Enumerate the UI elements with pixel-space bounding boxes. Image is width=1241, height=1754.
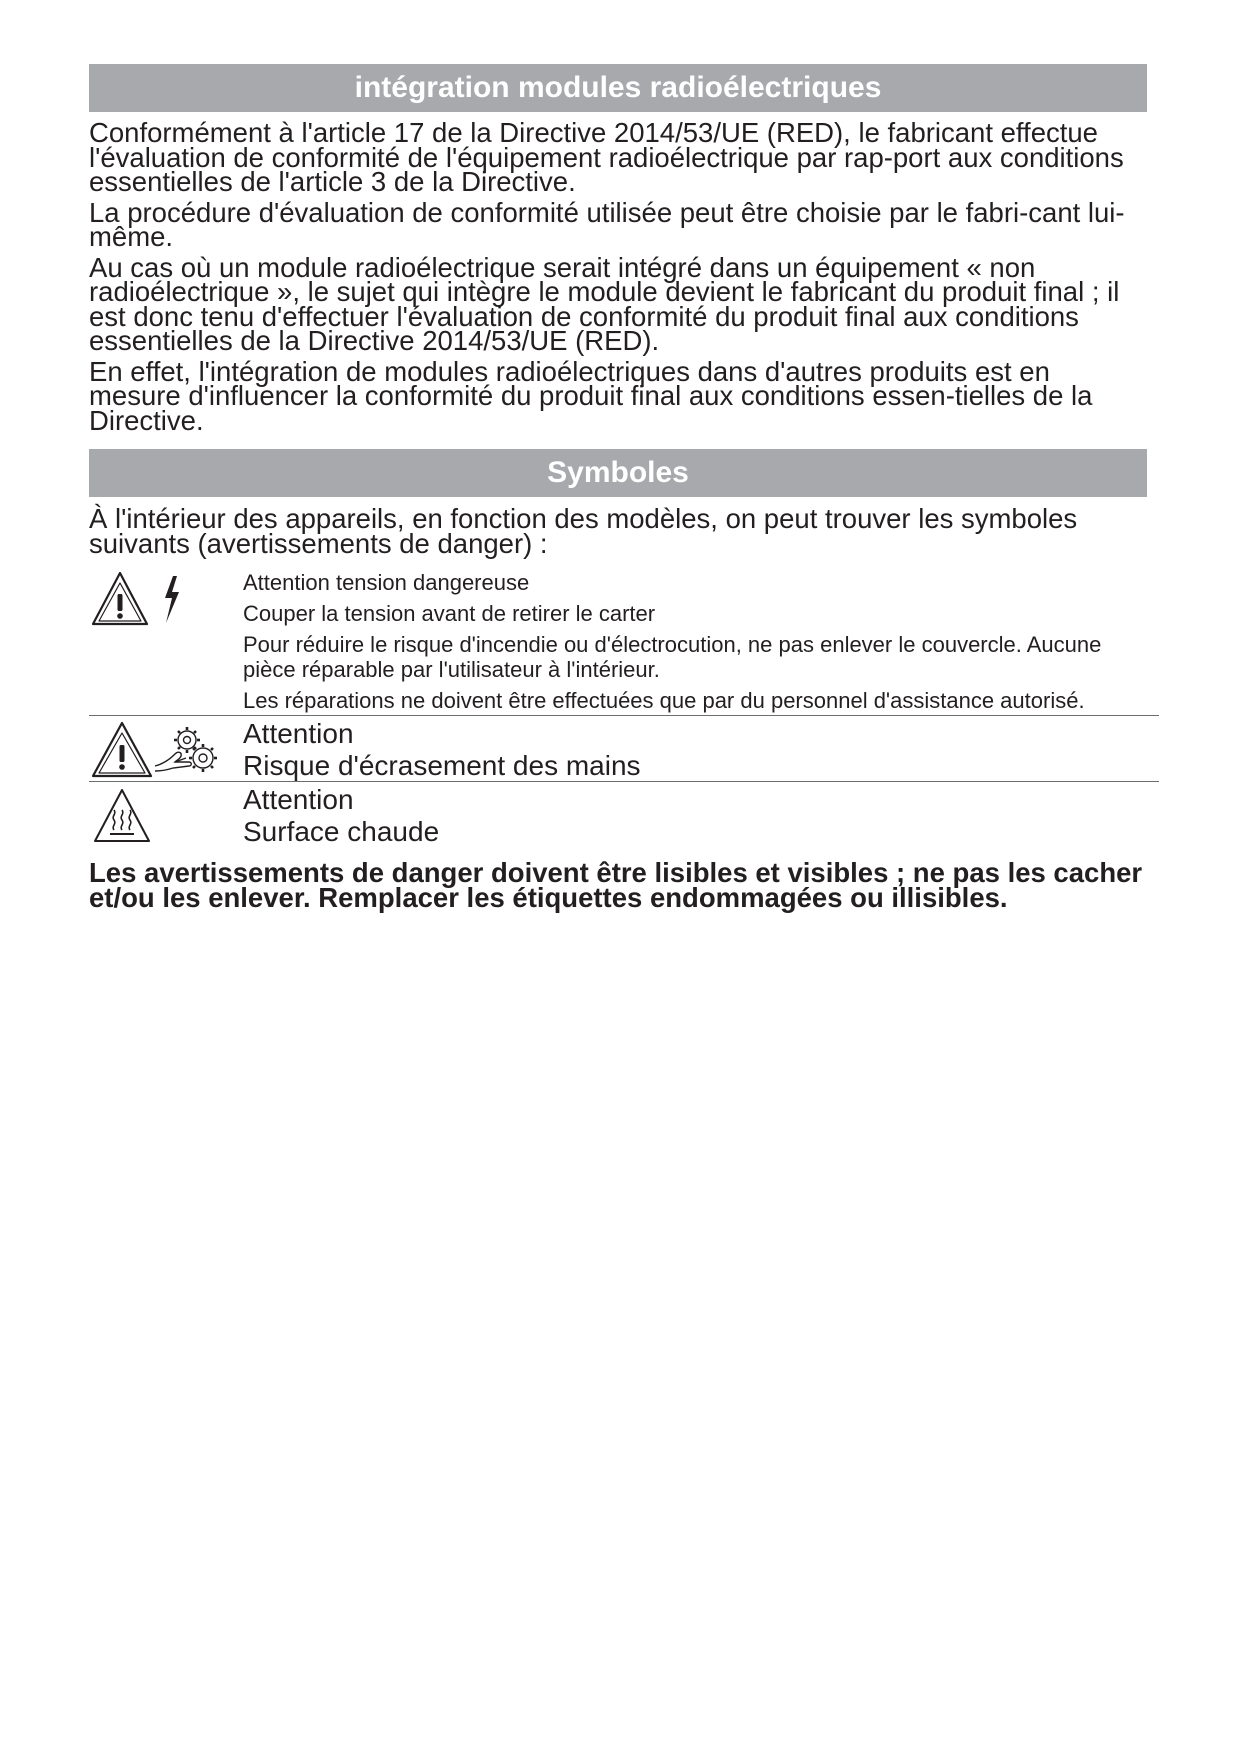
warning-triangle-icon [93, 723, 151, 776]
integration-paragraph: Conformément à l'article 17 de la Directive 2014/53/UE (RED), le fabricant effectue l'évaluation de conformité de l'équipement radioélectrique par rap-port aux conditions essentielles de l'article 3 de la Directive. [89, 117, 1124, 197]
symbol-line: Surface chaude [243, 815, 440, 847]
symbol-line: Attention tension dangereuse [243, 570, 530, 595]
symbol-line: Risque d'écrasement des mains [243, 749, 641, 781]
symbol-text [243, 784, 1159, 847]
symbol-line: Attention [243, 784, 354, 815]
warning-triangle-icon [93, 573, 147, 624]
symbol-line: Pour réduire le risque d'incendie ou d'électrocution, ne pas enlever le couvercle. Aucune pièce réparable par l'utilisateur à l'intérieur. [243, 632, 1102, 682]
manual-page [89, 64, 1159, 913]
hand-gears-icon [155, 727, 217, 772]
symbol-text [243, 570, 1159, 713]
hot-surface-icon [95, 790, 149, 841]
integration-paragraph: La procédure d'évaluation de conformité utilisée peut être choisie par le fabri-cant lui-même. [89, 196, 1125, 252]
symbol-line: Les réparations ne doivent être effectuées que par du personnel d'assistance autorisé. [243, 688, 1085, 713]
lightning-bolt-icon [165, 576, 179, 623]
symbol-icons [89, 570, 243, 713]
symbol-row-hand-crush [89, 716, 1159, 782]
symbol-row-hot-surface [89, 782, 1159, 847]
symbol-icons [89, 784, 243, 847]
integration-body [89, 117, 1159, 436]
section-header-integration: intégration modules radioélectriques [89, 64, 1147, 112]
symbol-line: Couper la tension avant de retirer le carter [243, 601, 656, 626]
symbols-intro: À l'intérieur des appareils, en fonction des modèles, on peut trouver les symboles suivants (avertissements de danger) : [89, 503, 1078, 559]
integration-paragraph: En effet, l'intégration de modules radioélectriques dans d'autres produits est en mesure d'influencer la conformité du produit final aux conditions essen-tielles de la Directive. [89, 355, 1093, 436]
integration-paragraph: Au cas où un module radioélectrique serait intégré dans un équipement « non radioélectrique », le sujet qui intègre le module devient le fabricant du produit final ; il est donc tenu d'effectuer l'évaluation de conformité du produit final aux conditions essentielles de la Directive 2014/53/UE (RED). [89, 251, 1120, 356]
symbol-icons [89, 718, 243, 781]
symbol-line: Attention [243, 718, 354, 749]
symbol-row-voltage [89, 570, 1159, 716]
section-header-symboles: Symboles [89, 449, 1147, 497]
danger-warning-notice: Les avertissements de danger doivent être lisibles et visibles ; ne pas les cacher et/ou les enlever. Remplacer les étiquettes endommagées ou illisibles. [89, 857, 1143, 913]
symbol-text [243, 718, 1159, 781]
